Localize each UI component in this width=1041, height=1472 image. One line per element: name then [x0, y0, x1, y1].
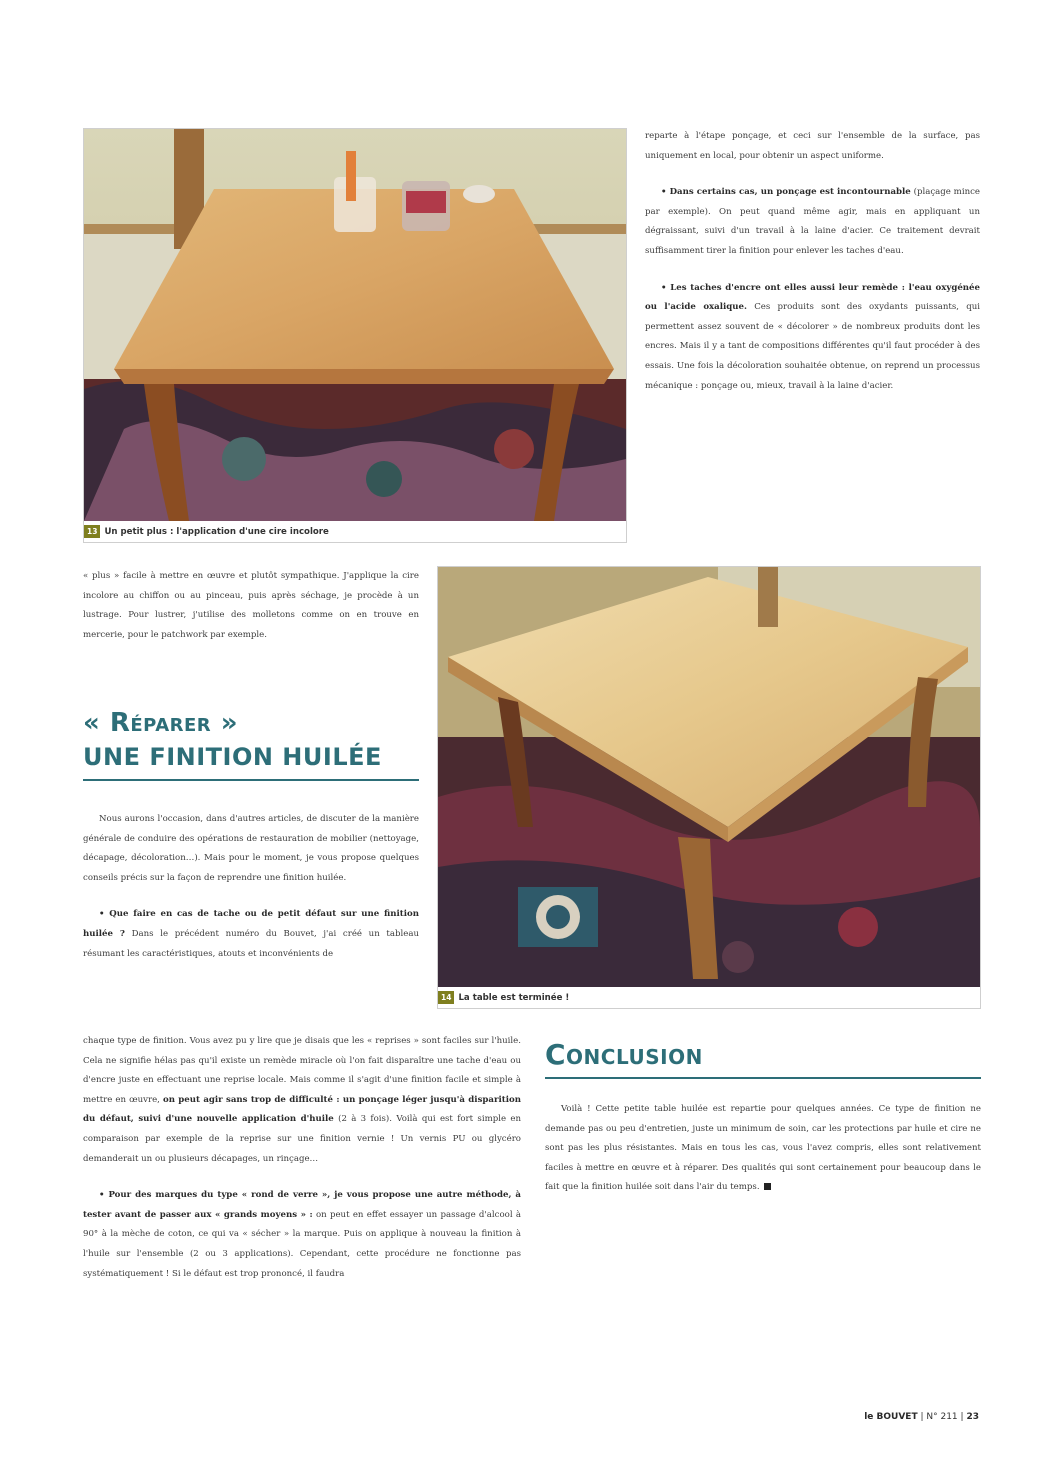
paragraph-sanding-continuation: reparte à l'étape ponçage, et ceci sur l'ensemble de la surface, pas uniquement en local, pour obtenir un aspect uniforme.	[645, 131, 980, 161]
paragraph-stain-defect-text: Dans le précédent numéro du Bouvet, j'ai créé un tableau résumant les caractéristiques, atouts et inconvénients de	[83, 928, 419, 959]
footer-separator-2: |	[960, 1412, 964, 1422]
photo-14-frame	[437, 566, 981, 1009]
conclusion-rule	[545, 1077, 981, 1079]
conclusion-body	[545, 1100, 981, 1198]
footer-separator-1: |	[920, 1412, 924, 1422]
paragraph-conclusion	[545, 1100, 981, 1198]
paragraph-sanding-unavoidable	[645, 183, 980, 261]
photo-13-frame	[83, 128, 627, 543]
photo-14-image	[438, 567, 980, 987]
section-title-repair-line1: « Réparer »	[83, 708, 238, 738]
paragraph-stain-defect-cont-end: (2 à 3 fois). Voilà qui est fort simple en comparaison par exemple de la reprise sur une finition vernie ! Un vernis PU ou glycéro demanderait un ou plusieurs décapages, un rinçage…	[83, 1114, 521, 1164]
paragraph-stain-defect-cont-text: chaque type de finition. Vous avez pu y lire que je disais que les « reprises » sont faciles sur l'huile. Cela ne signifie hélas pas qu'il existe un remède miracle où l'on fait disparaître une tache d'eau ou d'encre juste en effectuant une reprise locale. Mais comme il s'agit d'une finition facile et simple à mettre en œuvre,	[83, 1036, 521, 1105]
paragraph-stain-defect-bold: • Que faire en cas de tache ou de petit défaut sur une finition huilée ?	[83, 909, 419, 939]
photo-13-caption	[84, 522, 626, 542]
photo-13-caption-text: Un petit plus : l'application d'une cire incolore	[104, 527, 329, 537]
right-column-top-text	[645, 127, 980, 396]
photo-14-number: 14	[438, 991, 454, 1004]
paragraph-repair-intro: Nous aurons l'occasion, dans d'autres articles, de discuter de la manière générale de conduire des opérations de restauration de mobilier (nettoyage, décapage, décoloration…). Mais pour le moment, je vous propose quelques conseils précis sur la façon de reprendre une finition huilée.	[83, 814, 419, 883]
paragraph-stain-defect-cont	[83, 1032, 521, 1169]
paragraph-ink-stains-text: Ces produits sont des oxydants puissants, qui permettent assez souvent de « décolorer » de nombreux produits dont les encres. Mais il y a tant de compositions différentes qu'il faut procéder à des essais. Une fois la décoloration souhaitée obtenue, on reprend un processus mécanique : ponçage ou, mieux, travail à la laine d'acier.	[645, 302, 980, 391]
section-repair-body-wide	[83, 1032, 521, 1284]
paragraph-sanding-unavoidable-text: (plaçage mince par exemple). On peut quand même agir, mais en appliquant un dégraissant, suivi d'un travail à la laine d'acier. Ce traitement devrait suffisamment tirer la finition pour enlever les taches d'eau.	[645, 187, 981, 256]
footer-page-number: 23	[966, 1412, 979, 1422]
paragraph-ink-stains	[645, 279, 980, 397]
footer-issue-number: N° 211	[926, 1412, 958, 1422]
section-repair-body-narrow	[83, 810, 419, 964]
photo-14-caption	[438, 988, 980, 1008]
paragraph-glass-ring-bold: • Pour des marques du type « rond de verre », je vous propose une autre méthode, à tester avant de passer aux « grands moyens » :	[83, 1190, 521, 1220]
paragraph-glass-ring-text: on peut en effet essayer un passage d'alcool à 90° à la mèche de coton, ce qui va « sécher » la marque. Puis on applique à nouveau la finition à l'huile sur l'ensemble (2 ou 3 applications). Cependant, cette procédure ne fonctionne pas systématiquement ! Si le défaut est trop prononcé, il faudra	[83, 1209, 521, 1279]
paragraph-sanding-unavoidable-bold: • Dans certains cas, un ponçage est incontournable	[661, 187, 911, 198]
paragraph-stain-defect-cont-bold: on peut agir sans trop de difficulté : un ponçage léger jusqu'à disparition du défaut, suivi d'une nouvelle application d'huile	[83, 1094, 521, 1125]
photo-13-image	[84, 129, 626, 521]
page-footer	[864, 1412, 979, 1422]
paragraph-conclusion-text: Voilà ! Cette petite table huilée est repartie pour quelques années. Ce type de finition ne demande pas ou peu d'entretien, juste un minimum de soin, car les protections par huile et cire ne sont pas les plus résistantes. Mais en tous les cas, vous l'avez compris, elles sont relativement faciles à mettre en œuvre et à réparer. Des qualités qui sont certainement pour beaucoup dans le fait que la finition huilée soit dans l'air du temps.	[545, 1104, 981, 1193]
section-title-repair	[83, 706, 419, 774]
paragraph-glass-ring	[83, 1186, 521, 1284]
section-title-repair-rule	[83, 779, 419, 781]
footer-magazine-name: le BOUVET	[864, 1412, 918, 1422]
section-title-repair-line2: UNE FINITION HUILÉE	[83, 743, 382, 771]
photo-14-caption-text: La table est terminée !	[458, 993, 570, 1003]
paragraph-ink-stains-bold: • Les taches d'encre ont elles aussi leur remède : l'eau oxygénée ou l'acide oxalique.	[645, 282, 980, 313]
left-intro-text	[83, 567, 419, 645]
end-of-article-square-icon	[764, 1183, 771, 1190]
paragraph-stain-defect	[83, 905, 419, 964]
photo-13-number: 13	[84, 525, 100, 538]
conclusion-title: Conclusion	[545, 1038, 703, 1071]
paragraph-wax-intro: « plus » facile à mettre en œuvre et plutôt sympathique. J'applique la cire incolore au chiffon ou au pinceau, puis après séchage, je procède à un lustrage. Pour lustrer, j'utilise des molletons comme on en trouve en mercerie, pour le patchwork par exemple.	[83, 571, 419, 640]
